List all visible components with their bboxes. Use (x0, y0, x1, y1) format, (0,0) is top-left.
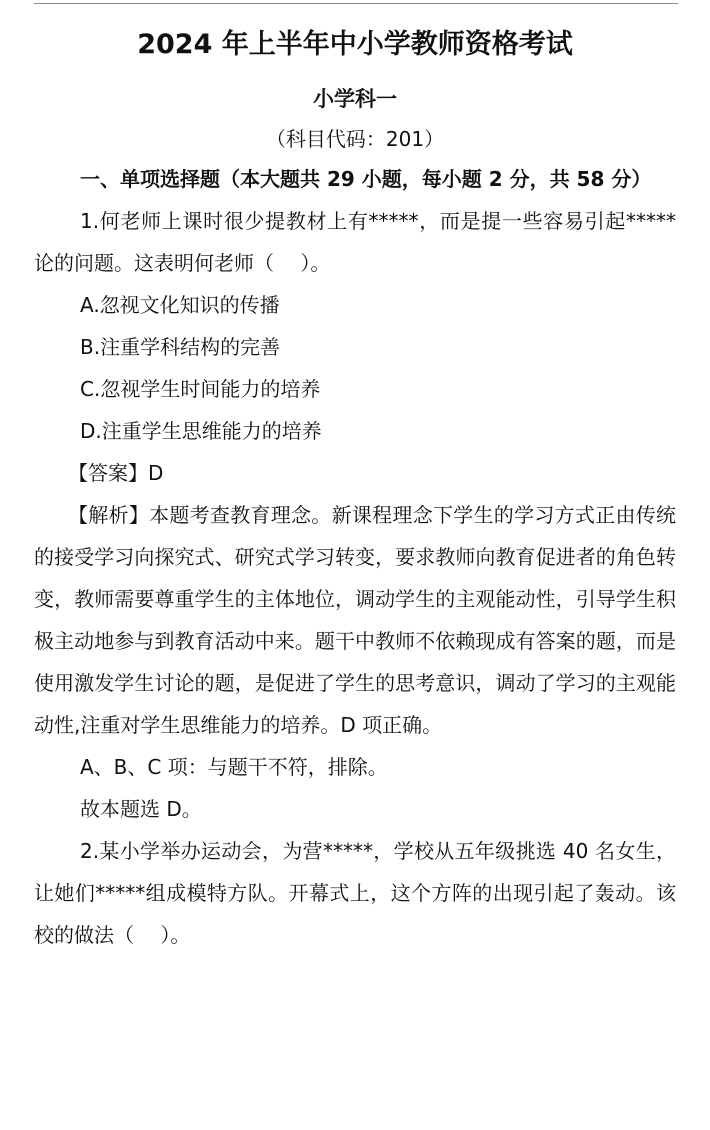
option-c: C.忽视学生时间能力的培养 (80, 377, 321, 401)
document-title: 2024 年上半年中小学教师资格考试 (137, 29, 573, 60)
analysis-paragraph: 【解析】本题考查教育理念。新课程理念下学生的学习方式正由传统的接受学习向探究式、研究式学习转变，要求教师向教育促进者的角色转变，教师需要尊重学生的主体地位，调动学生的主观能动性，引导学生积极主动地参与到教育活动中来。题干中教师不依赖现成有答案的题，而是使用激发学生讨论的题，是促进了学生的思考意识，调动了学习的主观能动性,注重对学生思维能力的培养。D 项正确。 (34, 503, 676, 737)
conclusion-line: 故本题选 D。 (80, 797, 202, 821)
section-heading: 一、单项选择题（本大题共 29 小题，每小题 2 分，共 58 分） (80, 167, 652, 191)
question-stem: 1.何老师上课时很少提教材上有*****，而是提一些容易引起*****论的问题。这表明何老师（ ）。 (34, 209, 676, 275)
question-2 (34, 830, 676, 956)
document-page (34, 24, 676, 956)
top-divider (34, 3, 678, 4)
document-subtitle: 小学科一 (313, 87, 397, 111)
option-d: D.注重学生思维能力的培养 (80, 419, 322, 443)
question-stem: 2.某小学举办运动会，为营*****，学校从五年级挑选 40 名女生，让她们*****组成模特方队。开幕式上，这个方阵的出现引起了轰动。该校的做法（ ）。 (34, 839, 676, 947)
question-1 (34, 200, 676, 830)
option-list (34, 284, 676, 452)
answer-line: 【答案】D (68, 461, 164, 485)
option-a: A.忽视文化知识的传播 (80, 293, 280, 317)
option-b: B.注重学科结构的完善 (80, 335, 281, 359)
exclusion-line: A、B、C 项：与题干不符，排除。 (80, 755, 388, 779)
subject-code: （科目代码：201） (265, 127, 445, 151)
